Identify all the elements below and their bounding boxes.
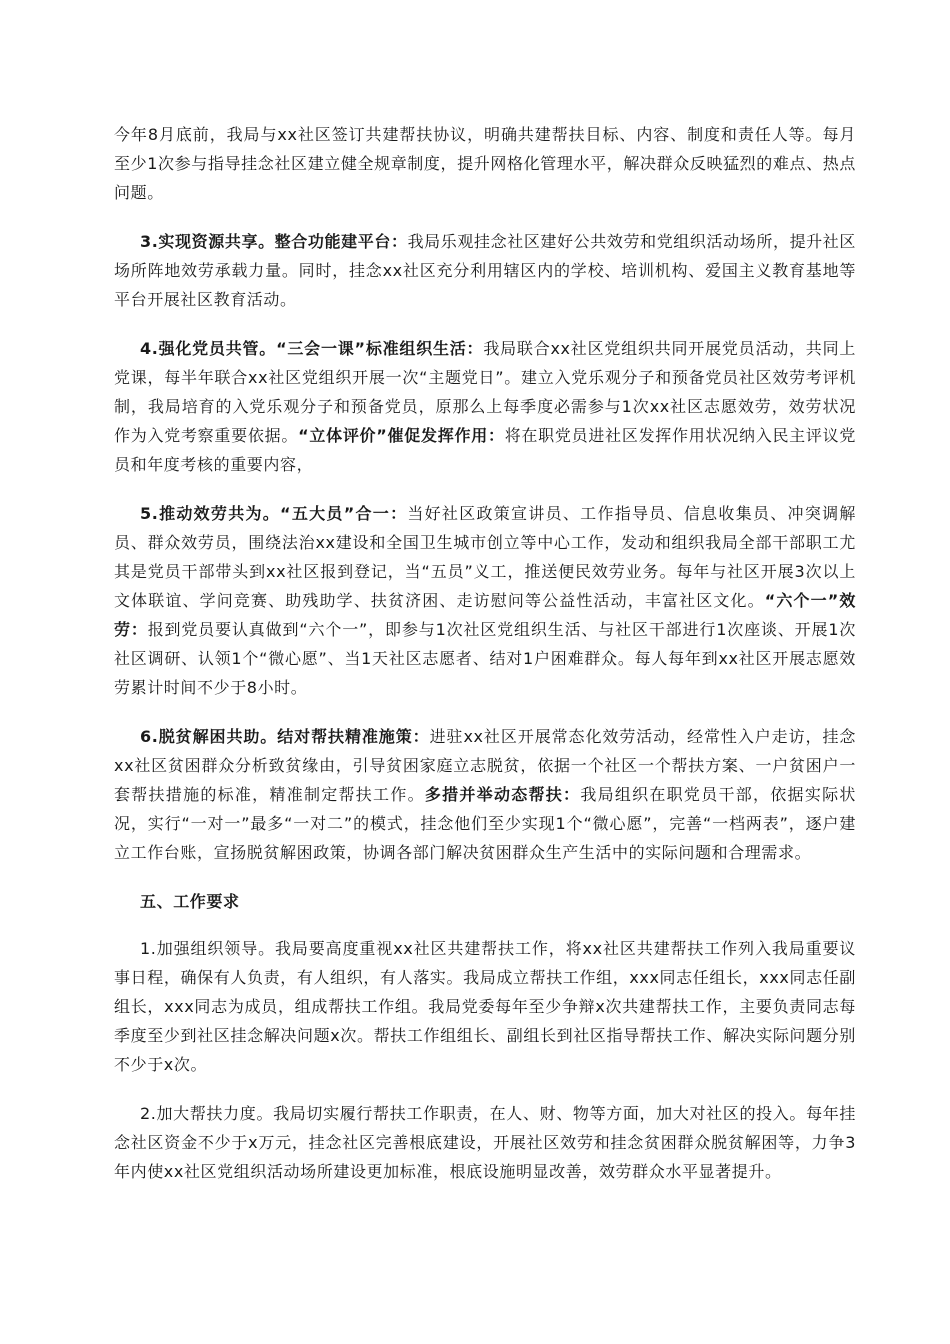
intro-paragraph: 今年8月底前，我局与xx社区签订共建帮扶协议，明确共建帮扶目标、内容、制度和责任人等。每月至少1次参与指导挂念社区建立健全规章制度，提升网格化管理水平，解决群众反映猛烈的难点、热点问题。 — [114, 125, 856, 202]
item-6-subheading: 多措并举动态帮扶： — [424, 785, 581, 804]
item-6-subtext: 我局组织在职党员干部，依据实际状况，实行“一对一”最多“一对二”的模式，挂念他们至少实现1个“微心愿”，完善“一档两表”，逐户建立工作台账，宣扬脱贫解困政策，协调各部门解决贫困群众生产生活中的实际问题和合理需求。 — [114, 785, 856, 862]
item-5-subtext: 报到党员要认真做到“六个一”，即参与1次社区党组织生活、与社区干部进行1次座谈、开展1次社区调研、认领1个“微心愿”、当1天社区志愿者、结对1户困难群众。每人每年到xx社区开展志愿效劳累计时间不少于8小时。 — [114, 620, 856, 697]
item-4-subheading: “立体评价”催促发挥作用： — [298, 426, 505, 445]
item-4-paragraph — [114, 334, 856, 479]
item-4-text: 我局联合xx社区党组织共同开展党员活动，共同上党课，每半年联合xx社区党组织开展一次“主题党日”。建立入党乐观分子和预备党员社区效劳考评机制，我局培育的入党乐观分子和预备党员，原那么上每季度必需参与1次xx社区志愿效劳，效劳状况作为入党考察重要依据。 — [114, 339, 856, 445]
item-4-heading: 4.强化党员共管。“三会一课”标准组织生活： — [140, 339, 484, 358]
requirement-2-paragraph: 2.加大帮扶力度。我局切实履行帮扶工作职责，在人、财、物等方面，加大对社区的投入。每年挂念社区资金不少于x万元，挂念社区完善根底建设，开展社区效劳和挂念贫困群众脱贫解困等，力争3年内使xx社区党组织活动场所建设更加标准，根底设施明显改善，效劳群众水平显著提升。 — [114, 1104, 856, 1181]
item-5-text: 当好社区政策宣讲员、工作指导员、信息收集员、冲突调解员、群众效劳员，围绕法治xx建设和全国卫生城市创立等中心工作，发动和组织我局全部干部职工尤其是党员干部带头到xx社区报到登记，当“五员”义工，推送便民效劳业务。每年与社区开展3次以上文体联谊、学问竞赛、助残助学、扶贫济困、走访慰问等公益性活动，丰富社区文化。 — [114, 504, 856, 610]
requirement-1-paragraph: 1.加强组织领导。我局要高度重视xx社区共建帮扶工作，将xx社区共建帮扶工作列入我局重要议事日程，确保有人负责，有人组织，有人落实。我局成立帮扶工作组，xxx同志任组长，xxx同志任副组长，xxx同志为成员，组成帮扶工作组。我局党委每年至少争辩x次共建帮扶工作，主要负责同志每季度至少到社区挂念解决问题x次。帮扶工作组组长、副组长到社区指导帮扶工作、解决实际问题分别不少于x次。 — [114, 939, 856, 1074]
item-3-paragraph — [114, 227, 856, 314]
item-5-heading: 5.推动效劳共为。“五大员”合一： — [140, 504, 408, 523]
item-3-text: 我局乐观挂念社区建好公共效劳和党组织活动场所，提升社区场所阵地效劳承载力量。同时，挂念xx社区充分利用辖区内的学校、培训机构、爱国主义教育基地等平台开展社区教育活动。 — [114, 232, 856, 309]
item-4-subtext: 将在职党员进社区发挥作用状况纳入民主评议党员和年度考核的重要内容， — [114, 426, 856, 474]
item-5-subheading: “六个一”效劳： — [114, 591, 856, 639]
item-5-paragraph — [114, 499, 856, 702]
item-6-heading: 6.脱贫解困共助。结对帮扶精准施策： — [140, 727, 430, 746]
section-5-title: 五、工作要求 — [140, 892, 240, 911]
item-3-heading: 3.实现资源共享。整合功能建平台： — [140, 232, 408, 251]
document-body — [114, 120, 856, 1206]
item-6-paragraph — [114, 722, 856, 867]
item-6-text: 进驻xx社区开展常态化效劳活动，经常性入户走访，挂念xx社区贫困群众分析致贫缘由，引导贫困家庭立志脱贫，依据一个社区一个帮扶方案、一户贫困户一套帮扶措施的标准，精准制定帮扶工作。 — [114, 727, 856, 804]
